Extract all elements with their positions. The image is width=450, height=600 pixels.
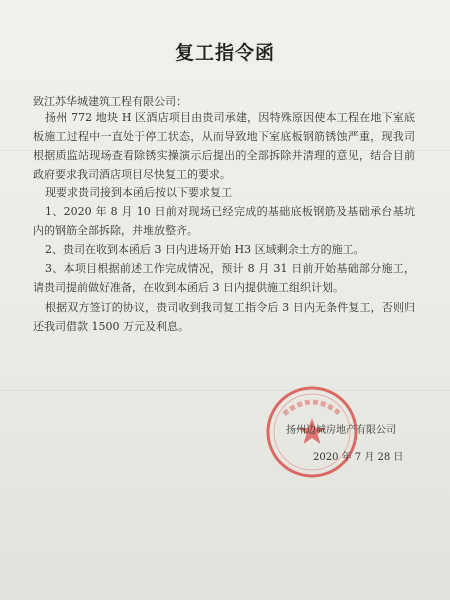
letter-date: 2020 年 7 月 28 日 — [313, 452, 404, 463]
paragraph-item-3: 3、本项目根据前述工作完成情况，预计 8 月 31 日前开始基础部分施工，请贵司提前做好准备，在收到本函后 3 日内提供施工组织计划。 — [33, 262, 415, 294]
letter-title: 复工指令函 — [174, 42, 275, 64]
paragraph-requirements-intro: 现要求贵司接到本函后按以下要求复工 — [45, 186, 232, 199]
letter-addressee: 致江苏华城建筑工程有限公司： — [33, 95, 187, 108]
paragraph-item-2: 2、贵司在收到本函后 3 日内进场开始 H3 区域剩余土方的施工。 — [45, 243, 365, 256]
paragraph-agreement: 根据双方签订的协议，贵司收到我司复工指令后 3 日内无条件复工，否则归还我司借款 1500 万元及利息。 — [33, 301, 415, 333]
paragraph-item-1: 1、2020 年 8 月 10 日前对现场已经完成的基础底板钢筋及基础承台基坑内的钢筋全部拆除，并堆放整齐。 — [33, 205, 415, 237]
paragraph-background: 扬州 772 地块 H 区酒店项目由贵司承建，因特殊原因使本工程在地下室底板施工过程中一直处于停工状态，从而导致地下室底板钢筋锈蚀严重，现我司根据质监站现场查看除锈实操演示后提出的全部拆除并清理的意见，结合目前政府要求我司酒店项目尽快复工的要求。 — [33, 111, 415, 181]
sender-company: 扬州边城房地产有限公司 — [286, 425, 396, 436]
paper-fold-line — [0, 390, 450, 391]
